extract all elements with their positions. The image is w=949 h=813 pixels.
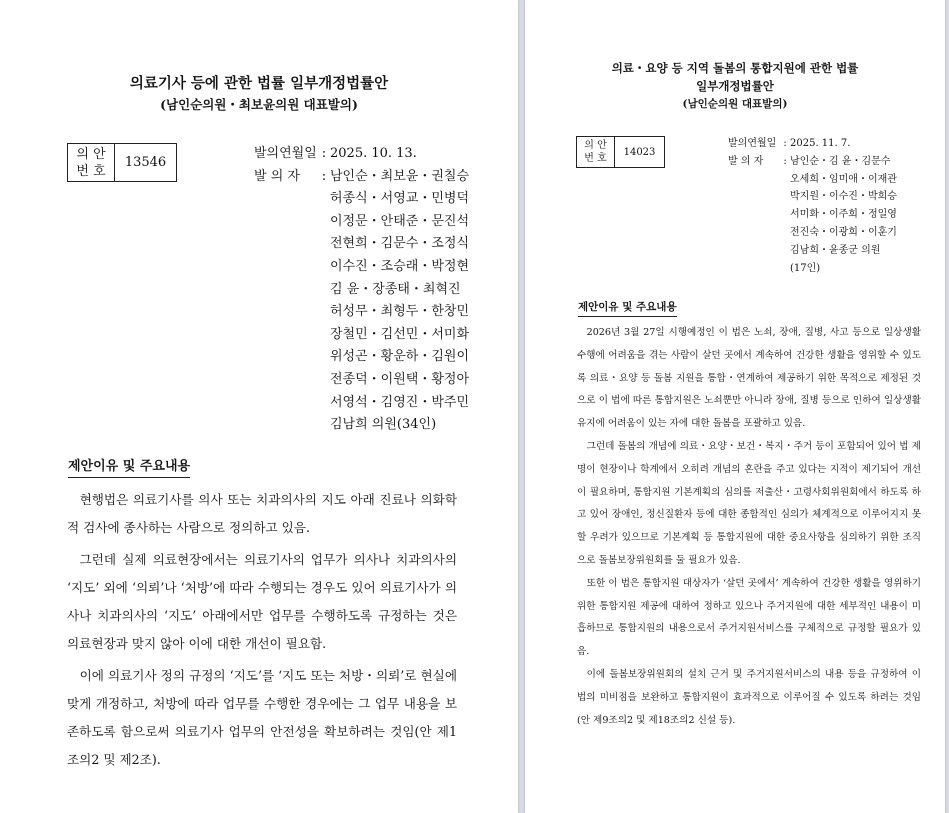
- proposal-date-row: [254, 143, 469, 166]
- sponsor-line: 장철민・김선민・서미화: [330, 326, 470, 342]
- bill-number-label-line1: 의 안: [584, 140, 607, 151]
- proposal-body: [577, 322, 921, 732]
- bill-number: 13546: [124, 155, 167, 170]
- body-paragraph: 이에 돌봄보장위원회의 설치 근거 및 주거지원서비스의 내용 등을 규정하여 이 법의 미비점을 보완하고 통합지원이 효과적으로 이루어질 수 있도록 하려는 것임(안 제9조의2 및 제18조의2 신설 등).: [577, 668, 921, 726]
- proposal-date-label: 발의연월일: [728, 138, 777, 149]
- sponsor-line: 김남희・윤종군 의원: [790, 244, 881, 256]
- bill-title: 의료・요양 등 지역 돌봄의 통합지원에 관한 법률: [611, 61, 859, 75]
- bill-number-box: [67, 143, 177, 182]
- sponsor-line: 서영석・김영진・박주민: [330, 394, 470, 410]
- colon: :: [783, 155, 787, 167]
- bill-proposers-title: (남인순의원・최보윤의원 대표발의): [160, 97, 358, 112]
- body-paragraph: 현행법은 의료기사를 의사 또는 치과의사의 지도 아래 진료나 의화학적 검사에 종사하는 사람으로 정의하고 있음.: [67, 492, 457, 535]
- proposal-date-row: [728, 135, 897, 153]
- sponsor-line: 전진숙・이광희・이훈기: [790, 226, 897, 238]
- sponsor-row: [728, 153, 897, 278]
- bill-page-right: [525, 0, 945, 813]
- bill-number-label-line1: 의 안: [76, 146, 106, 162]
- sponsor-line: 오세희・임미애・이재관: [790, 173, 897, 185]
- sponsor-line: 박지원・이수진・박희승: [790, 191, 897, 203]
- sponsor-line: 허성무・최형두・한창민: [330, 304, 470, 320]
- body-paragraph: 그런데 실제 의료현장에서는 의료기사의 업무가 의사나 치과의사의 ‘지도’ 외에 ‘의뢰’나 ‘처방’에 따라 수행되는 경우도 있어 의료기사가 의사나 치과의사의 ‘지도’ 아래에서만 업무를 수행하도록 규정하는 것은 의료현장과 맞지 않아 이에 대한 개선이 필요함.: [67, 552, 457, 651]
- colon: :: [783, 138, 787, 149]
- sponsor-line: 서미화・이주희・정일영: [790, 209, 897, 221]
- body-paragraph: 2026년 3월 27일 시행예정인 이 법은 노쇠, 장애, 질병, 사고 등으로 일상생활 수행에 어려움을 겪는 사람이 살던 곳에서 계속하여 건강한 생활을 영위할 수 있도록 의료・요양 등 돌봄 지원을 통합・연계하여 제공하기 위한 목적으로 제정된 것으로 이 법에 따른 통합지원은 노쇠뿐만 아니라 장애, 질병 등으로 인하여 일상생활 유지에 어려움이 있는 자에 대한 돌봄을 포괄하고 있음.: [577, 327, 921, 430]
- body-paragraph: 또한 이 법은 통합지원 대상자가 ‘살던 곳에서’ 계속하여 건강한 생활을 영위하기 위한 통합지원 제공에 대하여 정하고 있으나 주거지원에 대한 세부적인 내용이 미흡하므로 통합지원의 내용으로서 주거지원서비스를 구체적으로 규정할 필요가 있음.: [577, 577, 921, 658]
- colon: :: [321, 168, 327, 184]
- bill-title-line2: 일부개정법률안: [696, 79, 774, 93]
- section-heading: 제안이유 및 주요내용: [68, 455, 190, 478]
- proposal-date: 2025. 11. 7.: [790, 138, 851, 149]
- sponsor-label: 발 의 자: [254, 168, 300, 184]
- sponsor-label: 발 의 자: [728, 155, 764, 167]
- bill-number-label: [68, 144, 115, 181]
- bill-meta: [254, 143, 469, 437]
- sponsor-line: 남인순・김 윤・김문수: [790, 155, 891, 167]
- sponsor-line: 전현희・김문수・조정식: [330, 236, 470, 252]
- bill-number-box: [576, 136, 665, 168]
- sponsor-list: [790, 153, 897, 278]
- sponsor-line: 이수진・조승래・박정현: [330, 258, 470, 274]
- sponsor-line: 김 윤・장종태・최혁진: [330, 281, 461, 297]
- proposal-body: [67, 486, 457, 774]
- bill-title: 의료기사 등에 관한 법률 일부개정법률안: [129, 75, 389, 92]
- body-paragraph: 그런데 돌봄의 개념에 의료・요양・보건・복지・주거 등이 포함되어 있어 법 제명이 현장이나 학계에서 오히려 개념의 혼란을 주고 있다는 지적이 제기되어 개선이 필요하며, 통합지원 기본계획의 심의를 저출산・고령사회위원회에서 하도록 하고 있어 장애인, 정신질환자 등에 대한 종합적인 심의가 체계적으로 이루어지지 못할 우려가 있으므로 기본계획 등 통합지원에 대한 중요사항을 심의하기 위한 조직으로 돌봄보장위원회를 둘 필요가 있음.: [577, 440, 921, 566]
- bill-meta: [728, 135, 897, 277]
- sponsor-line: 김남희 의원(34인): [330, 417, 437, 433]
- proposal-date-label: 발의연월일: [254, 146, 317, 161]
- sponsor-list: [330, 166, 469, 437]
- body-paragraph: 이에 의료기사 정의 규정의 ‘지도’를 ‘지도 또는 처방・의뢰’로 현실에 맞게 개정하고, 처방에 따라 업무를 수행한 경우에는 그 업무 내용을 보존하도록 함으로써 의료기사 업무의 안전성을 확보하려는 것임(안 제1조의2 및 제2조).: [67, 668, 457, 767]
- bill-proposers-title: (남인순의원 대표발의): [682, 98, 788, 110]
- colon: :: [321, 146, 327, 161]
- bill-number-label-line2: 번 호: [584, 153, 607, 164]
- bill-number: 14023: [623, 146, 656, 158]
- sponsor-line: (17인): [790, 262, 821, 274]
- sponsor-row: [254, 166, 469, 437]
- bill-number-label-line2: 번 호: [76, 163, 106, 179]
- proposal-date: 2025. 10. 13.: [330, 146, 417, 161]
- sponsor-line: 위성곤・황운하・김원이: [330, 349, 470, 365]
- sponsor-line: 이정문・안태준・문진석: [330, 213, 470, 229]
- sponsor-line: 허종식・서영교・민병덕: [330, 191, 470, 207]
- sponsor-line: 전종덕・이원택・황정아: [330, 371, 470, 387]
- sponsor-line: 남인순・최보윤・권칠승: [330, 168, 470, 184]
- bill-number-label: [577, 137, 615, 167]
- section-heading: 제안이유 및 주요내용: [578, 299, 677, 317]
